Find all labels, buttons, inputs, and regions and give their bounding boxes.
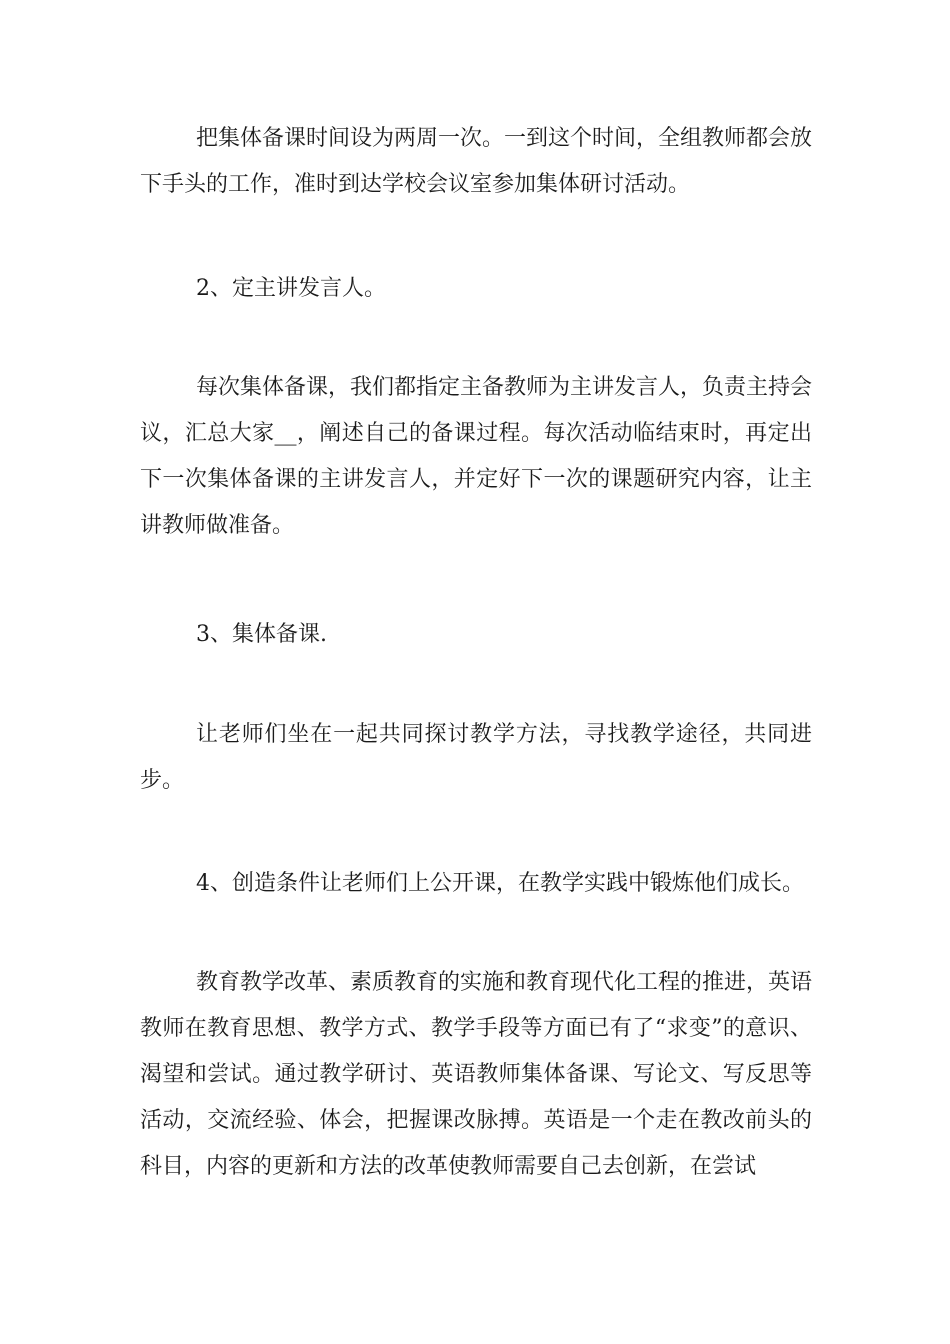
heading-item-2: 2、定主讲发言人。 (196, 276, 386, 301)
paragraph-reform: 教育教学改革、素质教育的实施和教育现代化工程的推进，英语教师在教育思想、教学方式、教学手段等方面已有了“求变”的意识、渴望和尝试。通过教学研讨、英语教师集体备课、写论文、写反思等活动，交流经验、体会，把握课改脉搏。英语是一个走在教改前头的科目，内容的更新和方法的改革使教师需要自己去创新，在尝试 (140, 970, 813, 1179)
paragraph-schedule: 把集体备课时间设为两周一次。一到这个时间，全组教师都会放下手头的工作，准时到达学校会议室参加集体研讨活动。 (140, 126, 813, 197)
paragraph-collective: 让老师们坐在一起共同探讨教学方法，寻找教学途径，共同进步。 (140, 722, 812, 793)
paragraph-speaker: 每次集体备课，我们都指定主备教师为主讲发言人，负责主持会议，汇总大家__，阐述自己的备课过程。每次活动临结束时，再定出下一次集体备课的主讲发言人，并定好下一次的课题研究内容，让主讲教师做准备。 (140, 375, 813, 538)
heading-item-3: 3、集体备课. (196, 622, 327, 647)
heading-item-4: 4、创造条件让老师们上公开课，在教学实践中锻炼他们成长。 (196, 871, 804, 896)
